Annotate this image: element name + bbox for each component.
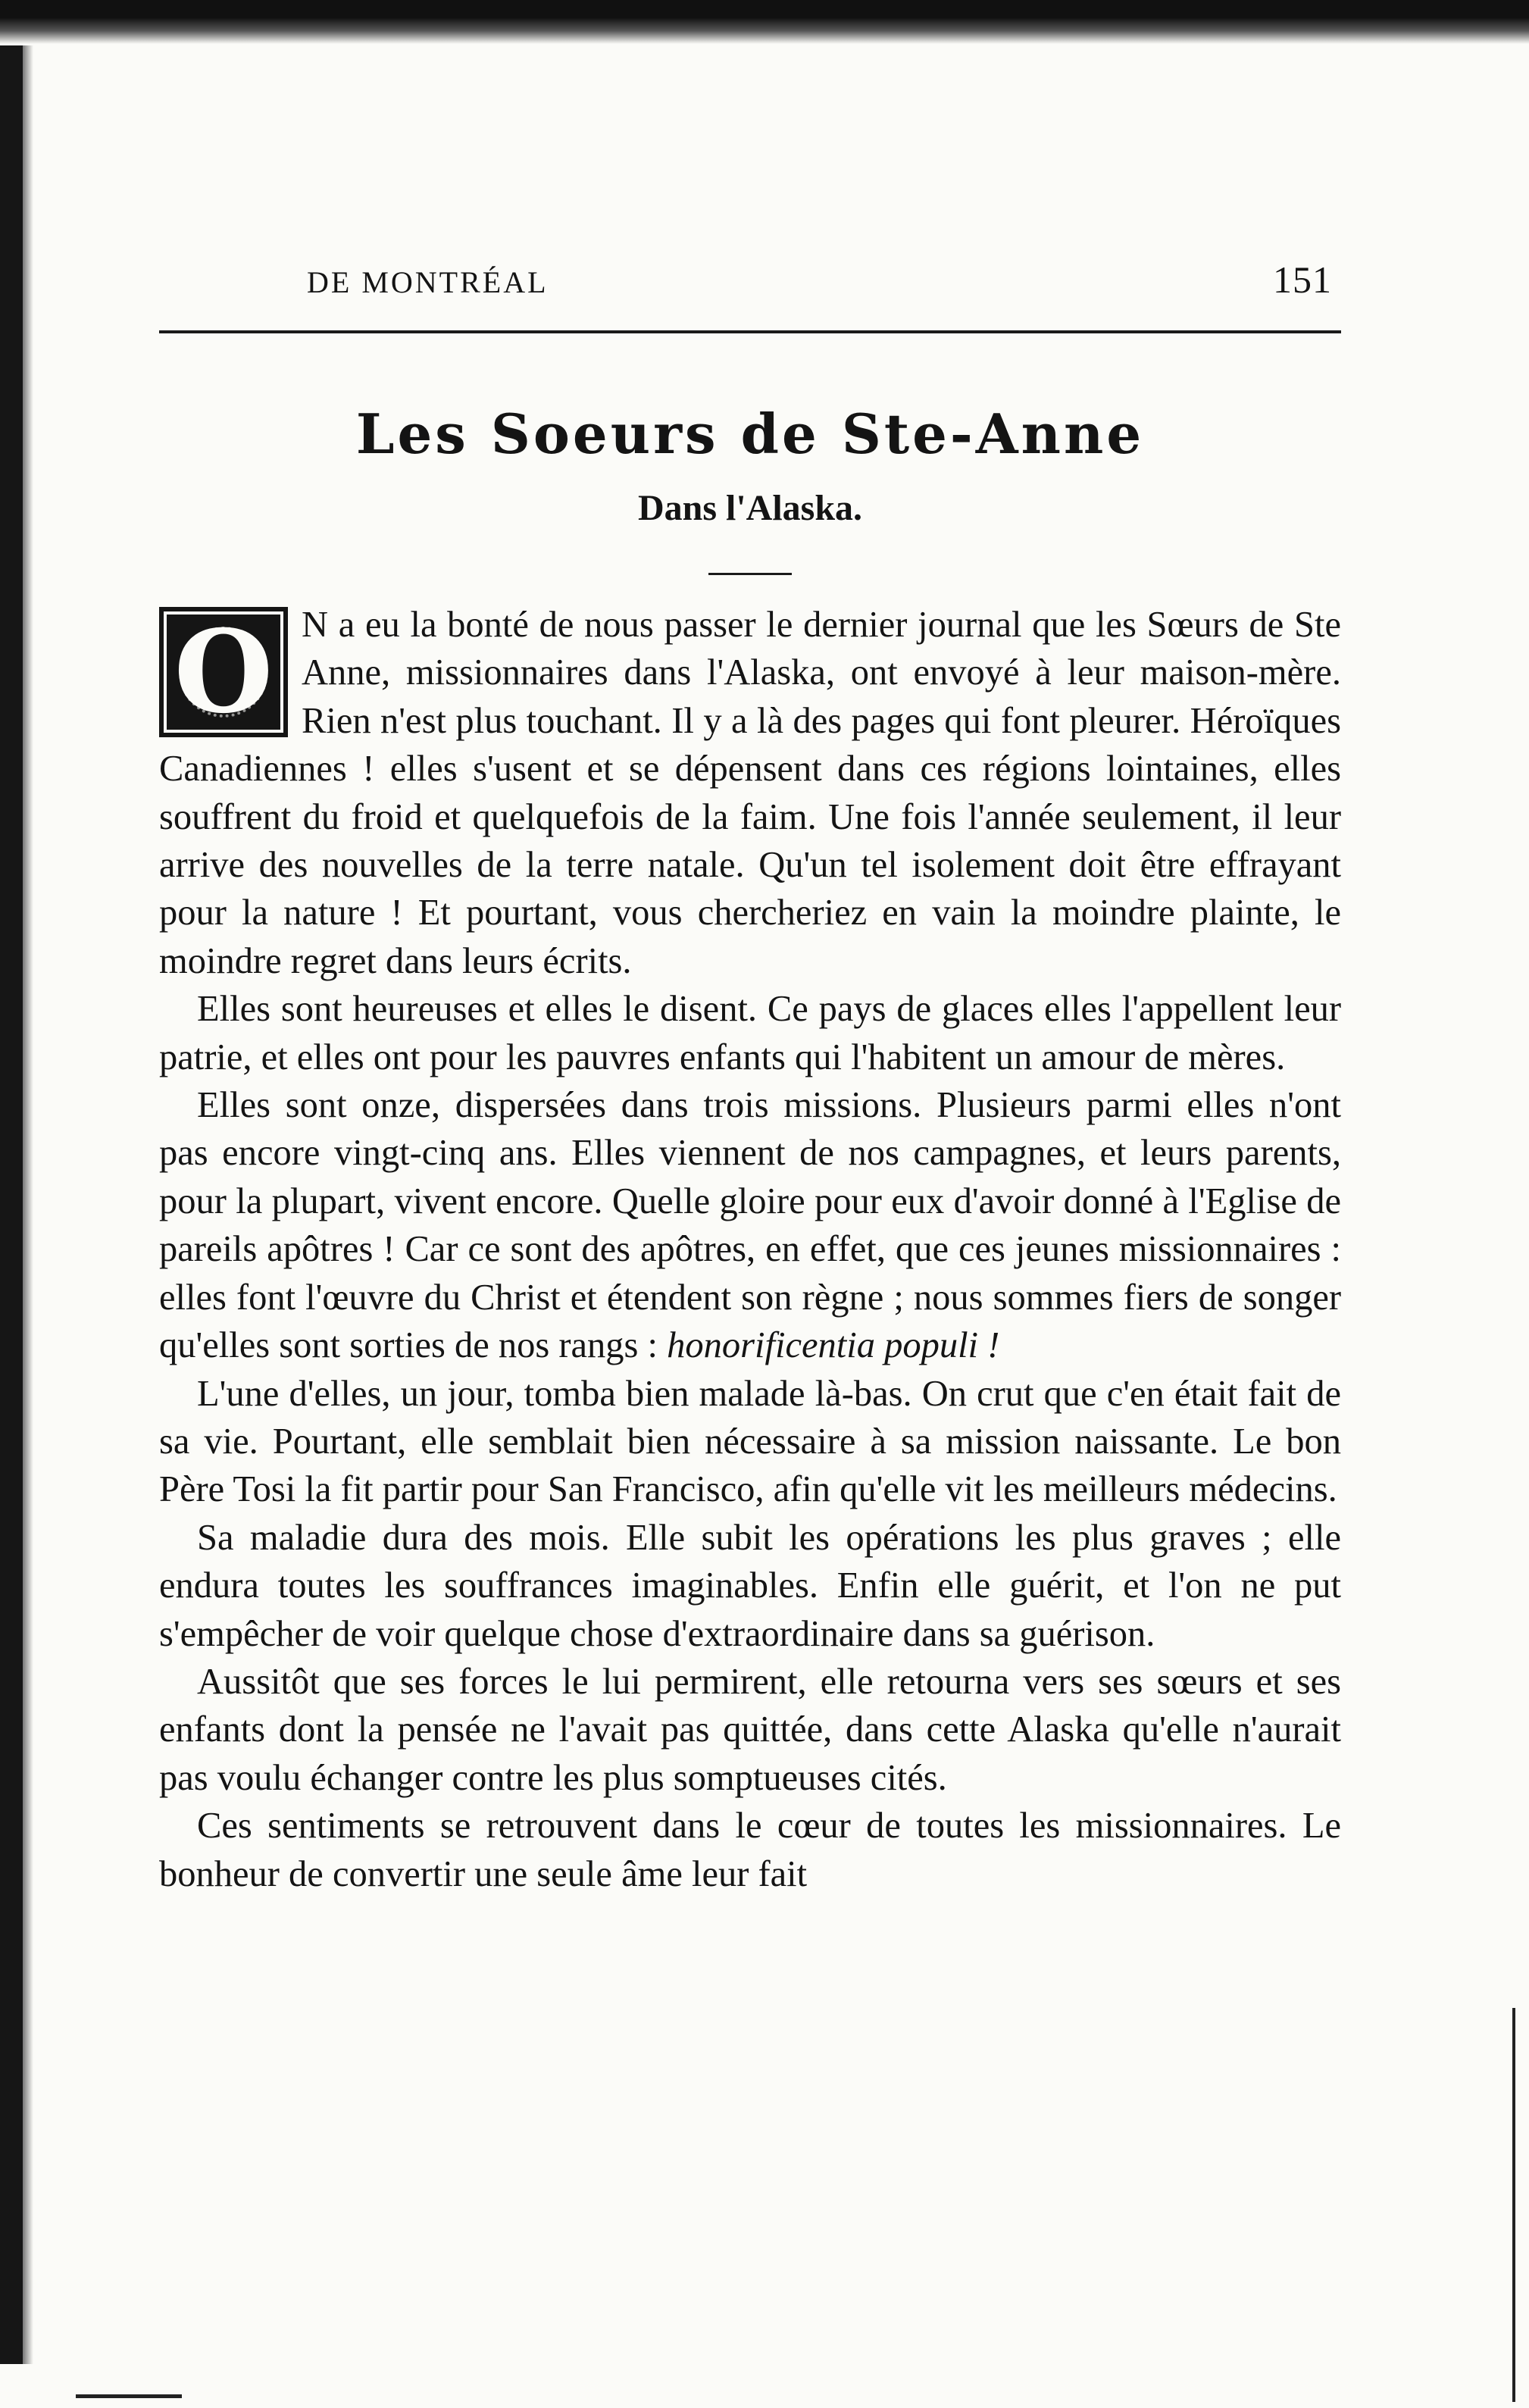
scan-mark-right — [1512, 2008, 1515, 2402]
scan-mark-bottom — [76, 2394, 182, 2398]
paragraph: L'une d'elles, un jour, tomba bien malade là-bas. On crut que c'en était fait de sa vie. Pourtant, elle semblait bien nécessaire à sa mission naissante. Le bon Père Tosi la fit partir pour San Francisco, afin qu'elle vit les meilleurs médecins. — [159, 1373, 1341, 1510]
title-divider — [708, 573, 792, 575]
paragraph — [159, 601, 1341, 985]
scan-edge-top — [0, 0, 1529, 44]
paragraph: Aussitôt que ses forces le lui permirent, elle retourna vers ses sœurs et ses enfants dont la pensée ne l'avait pas quittée, dans cette Alaska qu'elle n'aurait pas voulu échanger contre les plus somptueuses cités. — [159, 1661, 1341, 1798]
paragraph: Ces sentiments se retrouvent dans le cœur de toutes les missionnaires. Le bonheur de convertir une seule âme leur fait — [159, 1806, 1341, 1894]
scan-edge-shadow — [23, 45, 33, 2364]
latin-quote: honorificentia populi ! — [667, 1325, 1000, 1366]
article-title: Les Soeurs de Ste-Anne — [355, 402, 1145, 466]
running-head — [159, 258, 1341, 302]
article-body — [159, 601, 1341, 1898]
dropcap-initial: O — [159, 607, 288, 737]
running-head-title: DE MONTRÉAL — [307, 265, 549, 299]
paragraph — [159, 1081, 1341, 1369]
paragraph: Sa maladie dura des mois. Elle subit les opérations les plus graves ; elle endura toutes les souffrances imaginables. Enfin elle guérit, et l'on ne put s'empêcher de voir quelque chose d'extraordinaire dans sa guérison. — [159, 1517, 1341, 1654]
paragraph: Elles sont heureuses et elles le disent. Ce pays de glaces elles l'appellent leur patrie, et elles ont pour les pauvres enfants qui l'habitent un amour de mères. — [159, 989, 1341, 1077]
scan-edge-left — [0, 45, 23, 2364]
book-page — [159, 258, 1341, 1898]
header-rule — [159, 330, 1341, 333]
page-number: 151 — [1273, 258, 1332, 301]
paragraph-text: Elles sont onze, dispersées dans trois missions. Plusieurs parmi elles n'ont pas encore vingt-cinq ans. Elles viennent de nos campagnes, et leurs parents, pour la plupart, vivent encore. Quelle gloire pour eux d'avoir donné à l'Eglise de pareils apôtres ! Car ce sont des apôtres, en effet, que ces jeunes missionnaires : elles font l'œuvre du Christ et étendent son règne ; nous sommes fiers de songer qu'elles sont sorties de nos rangs : — [159, 1085, 1341, 1366]
paragraph-text: N a eu la bonté de nous passer le dernier journal que les Sœurs de Ste Anne, missionnaires dans l'Alaska, ont envoyé à leur maison-mère. Rien n'est plus touchant. Il y a là des pages qui font pleurer. Héroïques Canadiennes ! elles s'usent et se dépensent dans ces régions lointaines, elles souffrent du froid et quelquefois de la faim. Une fois l'année seulement, il leur arrive des nouvelles de la terre natale. Qu'un tel isolement doit être effrayant pour la nature ! Et pourtant, vous chercheriez en vain la moindre plainte, le moindre regret dans leurs écrits. — [159, 605, 1341, 981]
article-subtitle: Dans l'Alaska. — [637, 488, 863, 528]
